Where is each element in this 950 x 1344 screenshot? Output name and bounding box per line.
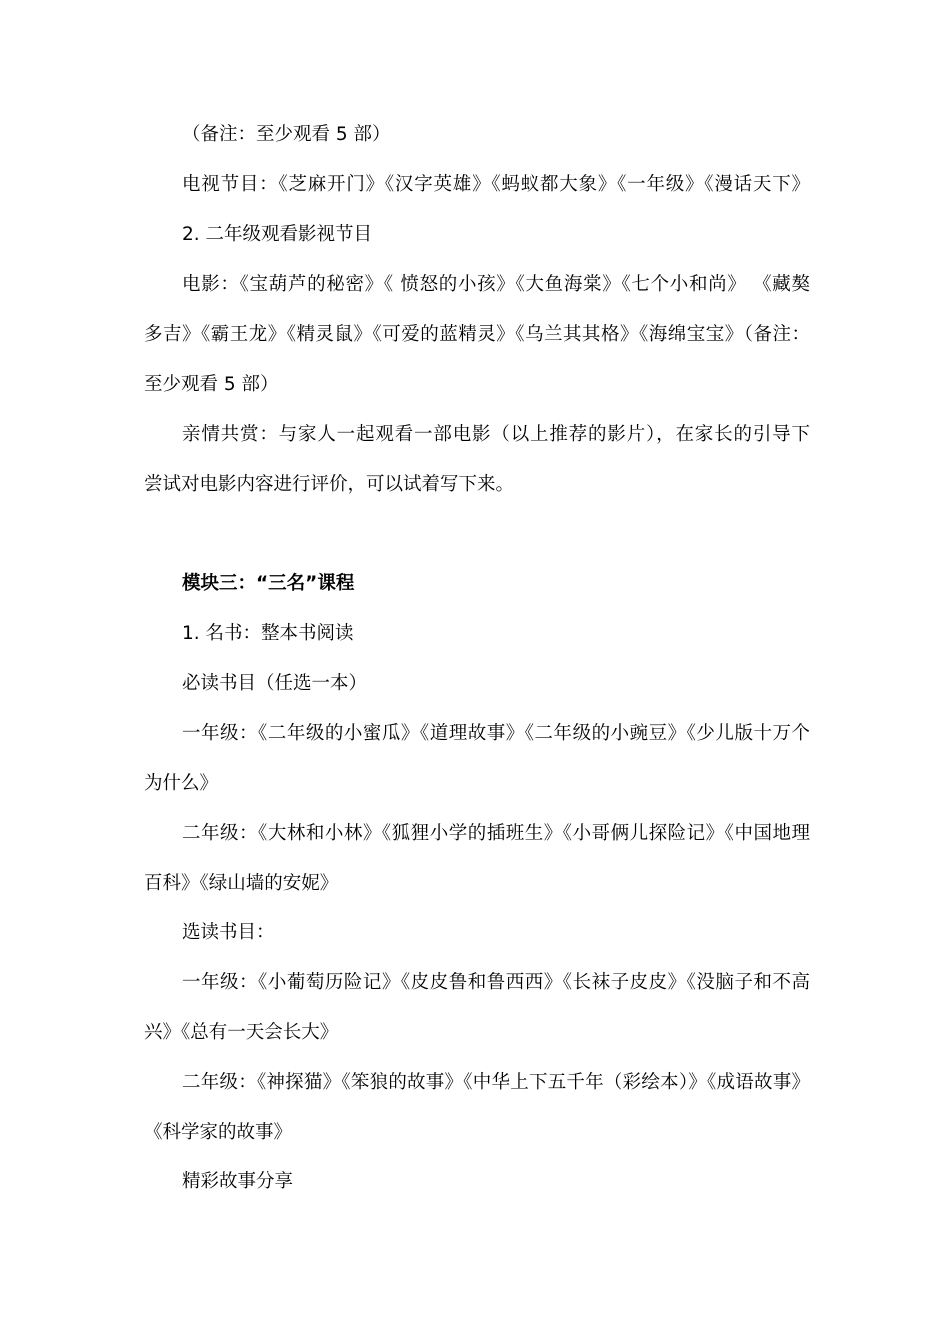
movies-line-3: 至少观看 5 部） xyxy=(144,374,279,395)
grade-one-optional-line-1: 一年级：《小葡萄历险记》《皮皮鲁和鲁西西》《长袜子皮皮》《没脑子和不高 xyxy=(182,972,810,993)
grade-two-optional-line-1: 二年级：《神探猫》《笨狼的故事》《中华上下五千年（彩绘本）》《成语故事》 xyxy=(182,1072,810,1093)
required-reading-heading: 必读书目（任选一本） xyxy=(182,673,368,694)
grade-one-optional-line-2: 兴》《总有一天会长大》 xyxy=(144,1022,339,1043)
famous-books-heading: 1. 名书：整本书阅读 xyxy=(182,623,354,644)
module-three-heading: 模块三：“三名”课程 xyxy=(182,573,355,594)
note-line: （备注：至少观看 5 部） xyxy=(182,124,391,145)
grade-two-required-line-2: 百科》《绿山墙的安妮》 xyxy=(144,873,339,894)
grade-two-required-line-1: 二年级：《大林和小林》《狐狸小学的插班生》《小哥俩儿探险记》《中国地理 xyxy=(182,823,810,844)
story-sharing-heading: 精彩故事分享 xyxy=(182,1171,294,1192)
movies-line-1: 电影：《宝葫芦的秘密》《 愤怒的小孩》《大鱼海棠》《七个小和尚》 《藏獒 xyxy=(182,274,810,295)
grade-one-required-line-2: 为什么》 xyxy=(144,773,219,794)
grade-two-optional-line-2: 《科学家的故事》 xyxy=(144,1122,293,1143)
family-viewing-line-1: 亲情共赏：与家人一起观看一部电影（以上推荐的影片），在家长的引导下 xyxy=(182,424,810,445)
tv-programs-line: 电视节目：《芝麻开门》《汉字英雄》《蚂蚁都大象》《一年级》《漫话天下》 xyxy=(182,174,810,195)
optional-reading-heading: 选读书目： xyxy=(182,922,275,943)
family-viewing-line-2: 尝试对电影内容进行评价，可以试着写下来。 xyxy=(144,474,515,495)
grade-one-required-line-1: 一年级：《二年级的小蜜瓜》《道理故事》《二年级的小豌豆》《少儿版十万个 xyxy=(182,723,810,744)
movies-line-2: 多吉》《霸王龙》《精灵鼠》《可爱的蓝精灵》《乌兰其其格》《海绵宝宝》（备注： xyxy=(144,324,810,345)
grade-two-heading: 2. 二年级观看影视节目 xyxy=(182,224,373,245)
